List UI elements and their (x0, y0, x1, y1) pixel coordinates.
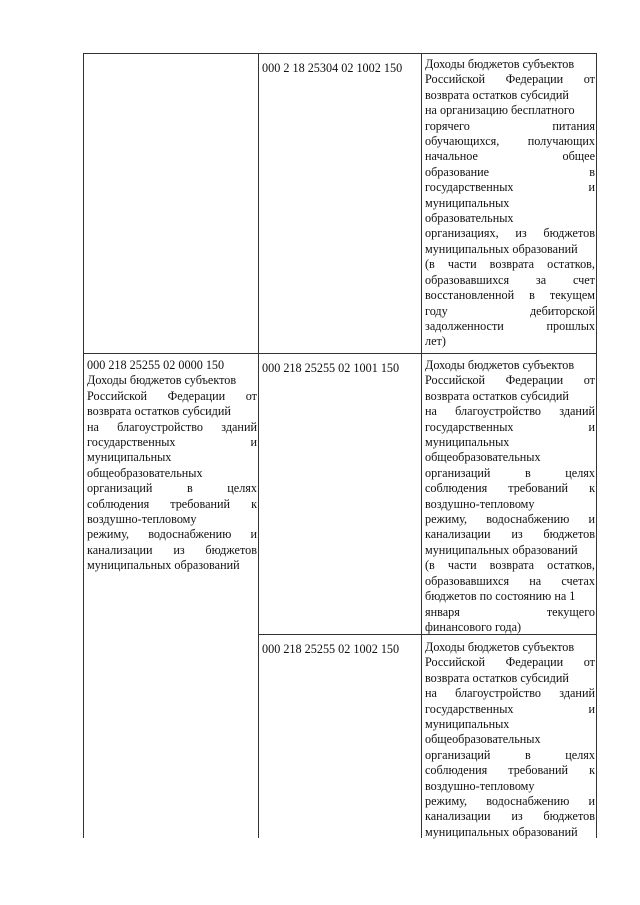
text-line: возврата остатков субсидий (87, 404, 231, 419)
subrow-2-description (425, 640, 595, 840)
text-line: Российской Федерации от (425, 373, 595, 388)
text-line: канализации из бюджетов (87, 542, 257, 557)
text-line: образовательных (425, 211, 514, 226)
text-line: режиму, водоснабжению и (425, 794, 595, 809)
text-line: лет) (425, 334, 446, 349)
text-line: соблюдения требований к (425, 481, 595, 496)
subrow-1-description (425, 358, 595, 635)
group-description (87, 373, 257, 573)
text-line: организаций в целях (87, 481, 257, 496)
text-line: (в части возврата остатков, (425, 257, 595, 272)
table-row-divider-1 (83, 353, 597, 354)
table-column-divider-2 (421, 53, 422, 838)
text-line: воздушно-тепловому (425, 496, 535, 511)
text-line: на благоустройство зданий (87, 419, 257, 434)
text-line: муниципальных (425, 717, 510, 732)
text-line: организаций в целях (425, 465, 595, 480)
text-line: Российской Федерации от (425, 72, 595, 87)
text-line: организаций в целях (425, 747, 595, 762)
text-line: обучающихся, получающих (425, 134, 595, 149)
text-line: муниципальных (425, 195, 510, 210)
text-line: государственных и (425, 180, 595, 195)
text-line: образовавшихся на счетах (425, 573, 595, 588)
text-line: государственных и (87, 435, 257, 450)
text-line: января текущего (425, 604, 595, 619)
text-line: канализации из бюджетов (425, 527, 595, 542)
text-line: на организацию бесплатного (425, 103, 575, 118)
text-line: на благоустройство зданий (425, 404, 595, 419)
row-1-description (425, 57, 595, 350)
text-line: муниципальных (87, 450, 172, 465)
text-line: Российской Федерации от (425, 655, 595, 670)
text-line: муниципальных образований (425, 824, 578, 839)
text-line: финансового года) (425, 619, 522, 634)
text-line: возврата остатков субсидий (425, 87, 569, 102)
subrow-2-code: 000 218 25255 02 1002 150 (262, 642, 400, 656)
text-line: Российской Федерации от (87, 388, 257, 403)
text-line: Доходы бюджетов субъектов (425, 57, 575, 71)
text-line: Доходы бюджетов субъектов (87, 373, 237, 388)
text-line: канализации из бюджетов (425, 809, 595, 824)
text-line: муниципальных (425, 435, 510, 450)
text-line: воздушно-тепловому (425, 778, 535, 793)
text-line: общеобразовательных (87, 465, 203, 480)
text-line: возврата остатков субсидий (425, 388, 569, 403)
text-line: на благоустройство зданий (425, 686, 595, 701)
row-1-code: 000 2 18 25304 02 1002 150 (262, 61, 403, 75)
group-code: 000 218 25255 02 0000 150 (87, 358, 225, 372)
text-line: муниципальных образований (425, 241, 578, 256)
text-line: муниципальных образований (87, 558, 240, 573)
text-line: образовавшихся за счет (425, 272, 595, 287)
text-line: организациях, из бюджетов (425, 226, 595, 241)
table-border-right (596, 53, 597, 838)
text-line: соблюдения требований к (87, 496, 257, 511)
table-border-left (83, 53, 84, 838)
text-line: соблюдения требований к (425, 763, 595, 778)
text-line: (в части возврата остатков, (425, 558, 595, 573)
group-code-cell (87, 358, 257, 574)
text-line: образование в (425, 164, 595, 179)
text-line: режиму, водоснабжению и (87, 527, 257, 542)
text-line: начальное общее (425, 149, 595, 164)
text-line: восстановленной в текущем (425, 288, 595, 303)
text-line: муниципальных образований (425, 542, 578, 557)
text-line: государственных и (425, 419, 595, 434)
text-line: государственных и (425, 701, 595, 716)
text-line: горячего питания (425, 118, 595, 133)
text-line: общеобразовательных (425, 450, 541, 465)
text-line: возврата остатков субсидий (425, 670, 569, 685)
table-column-divider-1 (258, 53, 259, 838)
text-line: задолженности прошлых (425, 318, 595, 333)
text-line: году дебиторской (425, 303, 595, 318)
text-line: воздушно-тепловому (87, 512, 197, 527)
table-border-top (83, 53, 597, 54)
text-line: бюджетов по состоянию на 1 (425, 589, 576, 604)
text-line: режиму, водоснабжению и (425, 512, 595, 527)
text-line: Доходы бюджетов субъектов (425, 640, 575, 654)
text-line: Доходы бюджетов субъектов (425, 358, 575, 372)
text-line: общеобразовательных (425, 732, 541, 747)
subrow-1-code: 000 218 25255 02 1001 150 (262, 361, 400, 375)
